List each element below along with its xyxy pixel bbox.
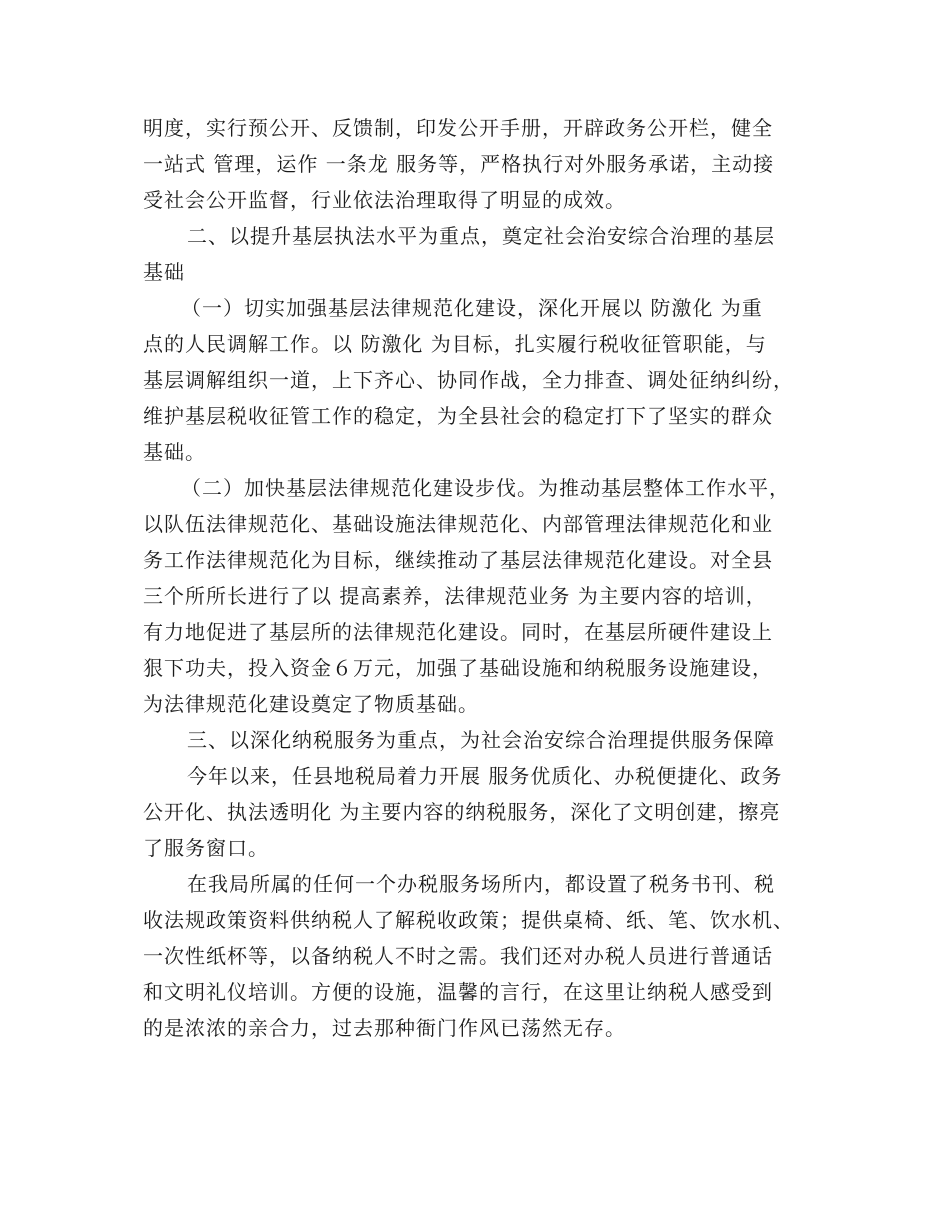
text-line: 了服务窗口。 (143, 836, 269, 860)
text-line: 一站式 管理，运作 一条龙 服务等，严格执行对外服务承诺，主动接 (143, 152, 775, 176)
text-line: 务工作法律规范化为目标，继续推动了基层法律规范化建设。对全县 (143, 548, 773, 572)
text-line: 狠下功夫，投入资金６万元，加强了基础设施和纳税服务设施建设， (143, 656, 773, 680)
text-line: 基层调解组织一道，上下齐心、协同作战，全力排查、调处征纳纠纷， (143, 368, 794, 392)
text-line: 收法规政策资料供纳税人了解税收政策；提供桌椅、纸、笔、饮水机、 (143, 908, 794, 932)
text-line: 的是浓浓的亲合力，过去那种衙门作风已荡然无存。 (143, 1016, 626, 1040)
section-heading-continuation: 基础 (143, 260, 185, 284)
text-line: 基础。 (143, 440, 206, 464)
text-line: 点的人民调解工作。以 防激化 为目标，扎实履行税收征管职能，与 (143, 332, 767, 356)
text-line: 有力地促进了基层所的法律规范化建设。同时，在基层所硬件建设上 (143, 620, 773, 644)
paragraph-start: 今年以来，任县地税局着力开展 服务优质化、办税便捷化、政务 (187, 764, 783, 788)
section-heading: 三、以深化纳税服务为重点，为社会治安综合治理提供服务保障 (187, 728, 775, 752)
paragraph-start: 在我局所属的任何一个办税服务场所内，都设置了税务书刊、税 (187, 872, 775, 896)
subsection-line: （一）切实加强基层法律规范化建设，深化开展以 防激化 为重 (181, 296, 763, 320)
subsection-line: （二）加快基层法律规范化建设步伐。为推动基层整体工作水平， (181, 476, 790, 500)
text-line: 公开化、执法透明化 为主要内容的纳税服务，深化了文明创建，擦亮 (143, 800, 781, 824)
text-line: 明度，实行预公开、反馈制，印发公开手册，开辟政务公开栏，健全 (143, 116, 773, 140)
text-line: 受社会公开监督，行业依法治理取得了明显的成效。 (143, 188, 626, 212)
text-line: 三个所所长进行了以 提高素养，法律规范业务 为主要内容的培训， (143, 584, 767, 608)
text-line: 维护基层税收征管工作的稳定，为全县社会的稳定打下了坚实的群众 (143, 404, 773, 428)
text-line: 和文明礼仪培训。方便的设施，温馨的言行，在这里让纳税人感受到 (143, 980, 773, 1004)
text-line: 一次性纸杯等，以备纳税人不时之需。我们还对办税人员进行普通话 (143, 944, 773, 968)
text-line: 以队伍法律规范化、基础设施法律规范化、内部管理法律规范化和业 (143, 512, 773, 536)
section-heading: 二、以提升基层执法水平为重点，奠定社会治安综合治理的基层 (187, 224, 775, 248)
text-line: 为法律规范化建设奠定了物质基础。 (143, 692, 479, 716)
document-body (143, 110, 823, 1046)
